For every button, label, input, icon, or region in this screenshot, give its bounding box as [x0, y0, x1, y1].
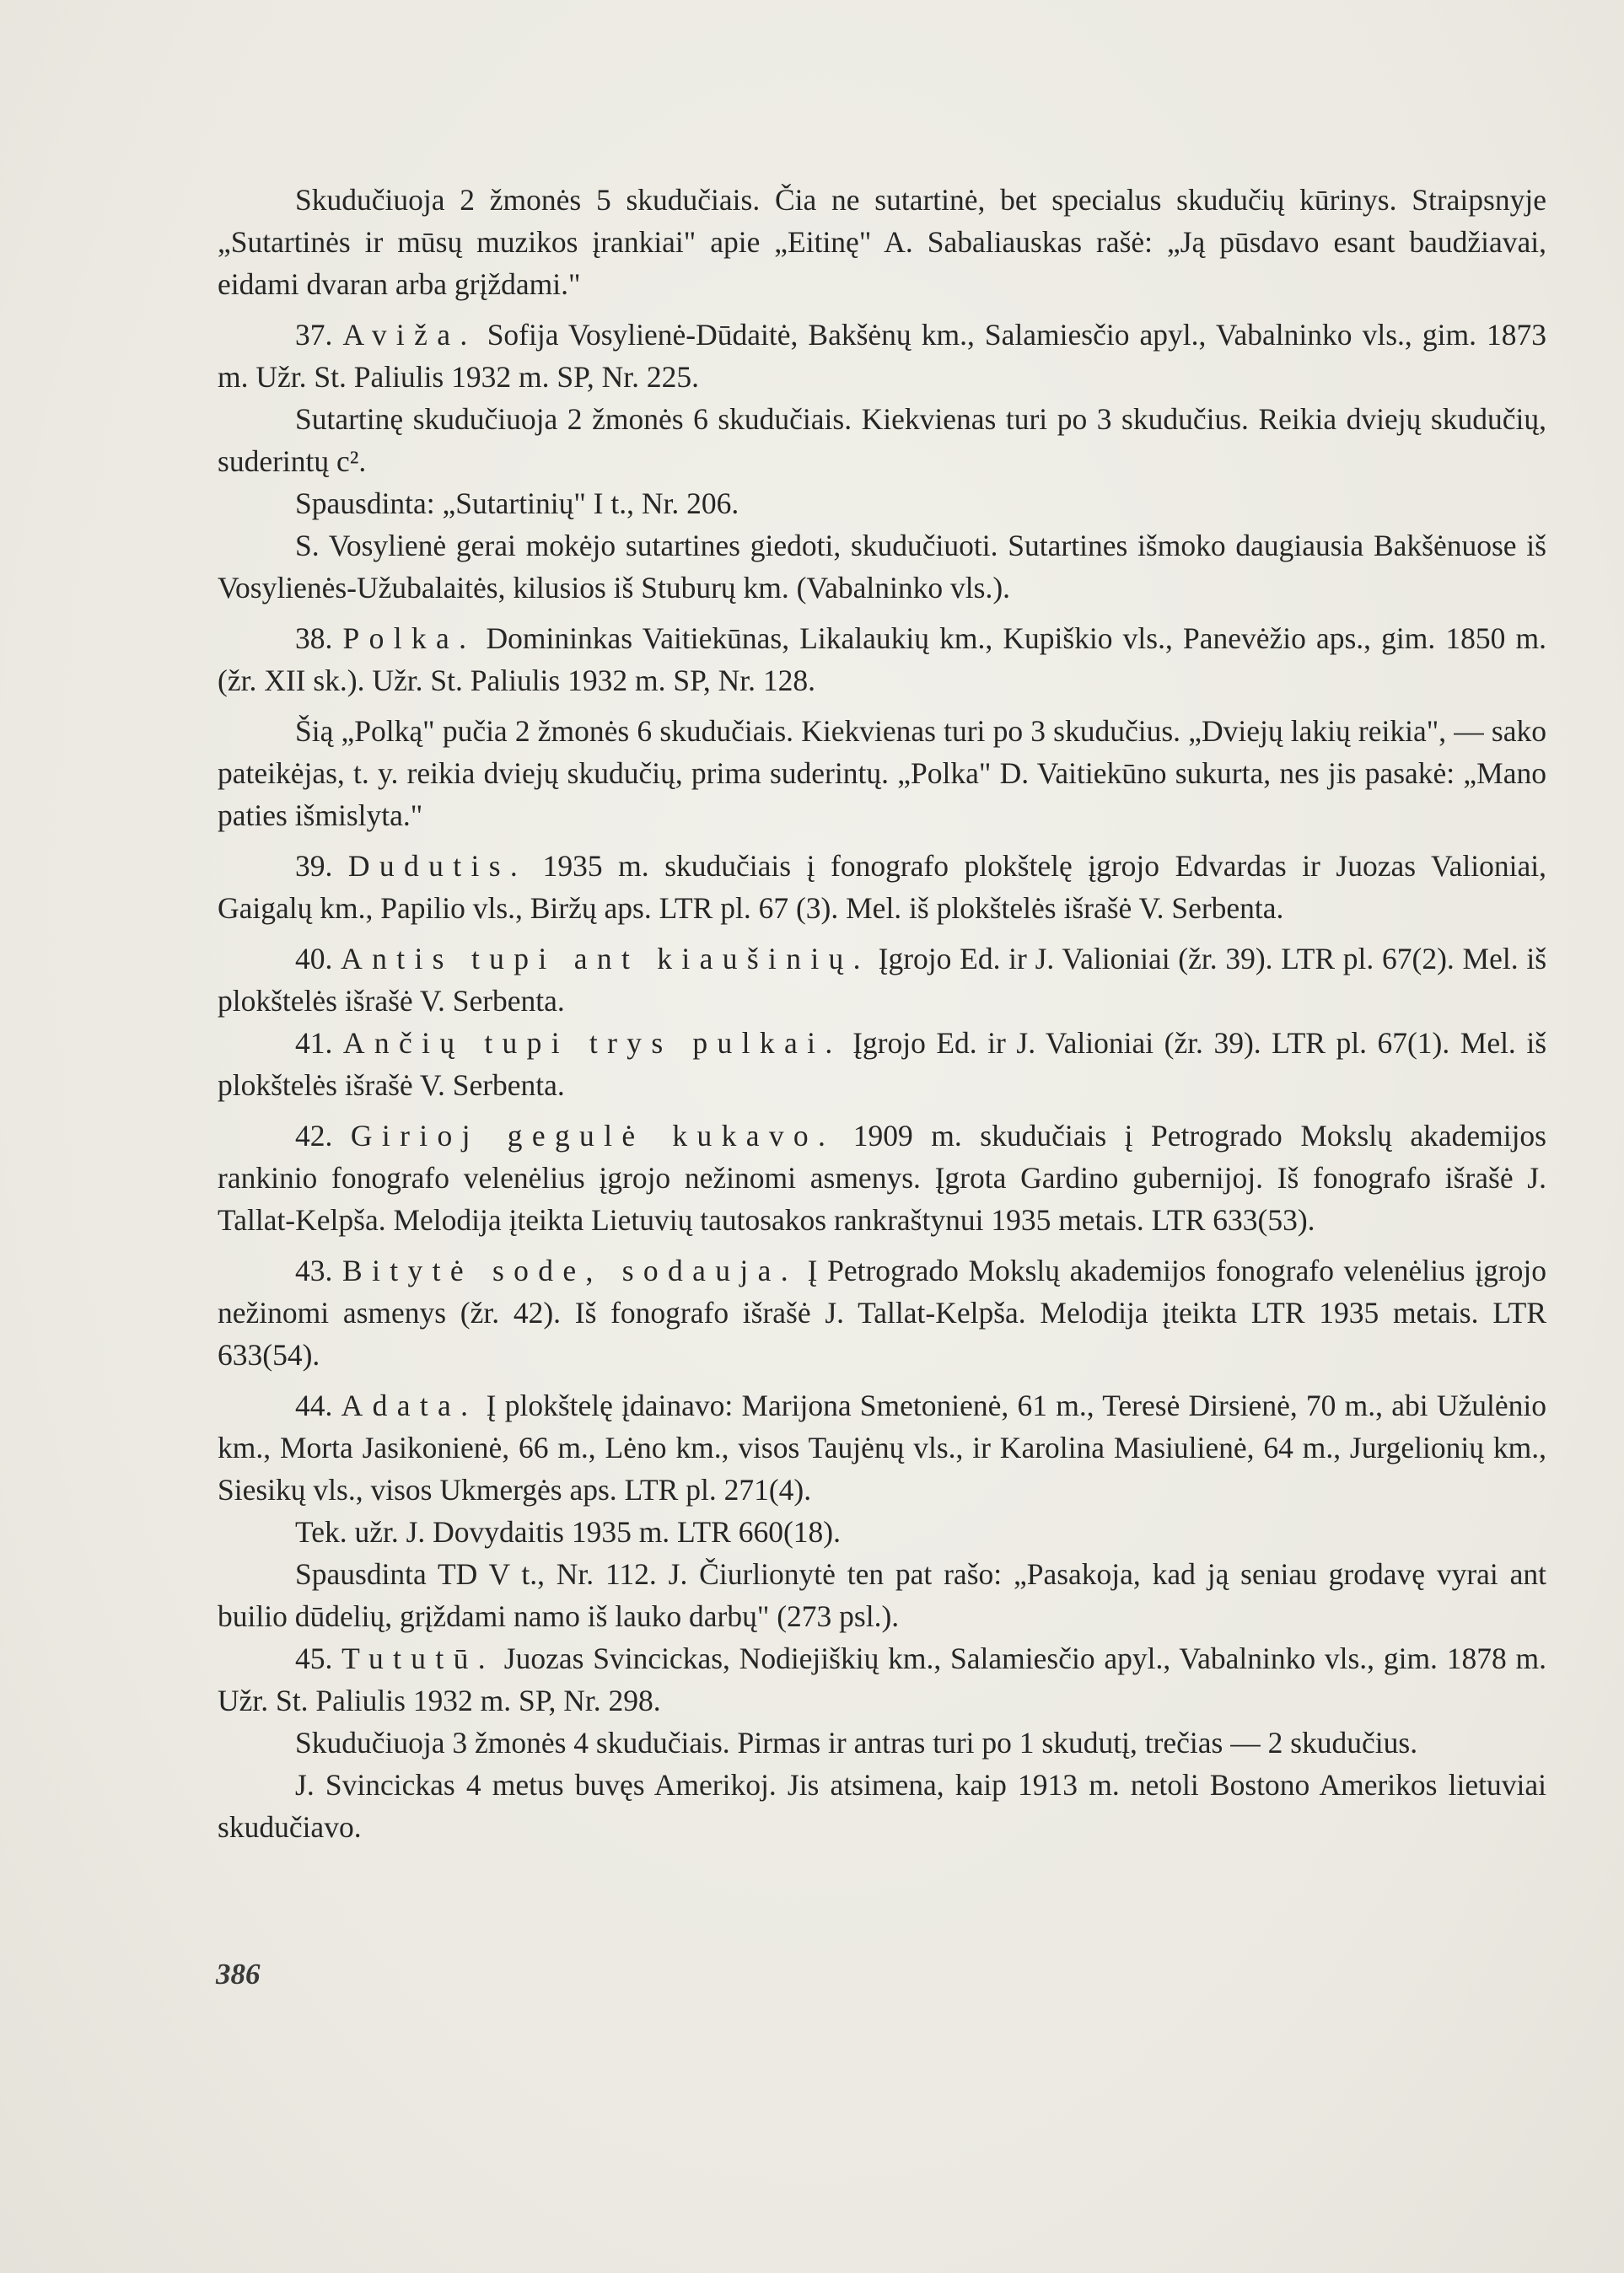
- entry-44: [218, 1384, 1546, 1511]
- paragraph-intro: Skudučiuoja 2 žmonės 5 skudučiais. Čia ne sutartinė, bet specialus skudučių kūrinys. Straipsnyje „Sutartinės ir mūsų muzikos įrankiai" apie „Eitinę" A. Sabaliauskas rašė: „Ją pūsdavo esant baudžiavai, eidami dvaran arba grįždami.": [218, 183, 1546, 301]
- entry-text: Sofija Vosylienė-Dūdaitė, Bakšėnų km., Salamiesčio apyl., Vabalninko vls., gim. 1873 m. Užr. St. Paliulis 1932 m. SP, Nr. 225.: [218, 318, 1547, 394]
- page-number: 386: [216, 1958, 261, 1991]
- entry-text: Į Petrogrado Mokslų akademijos fonografo velenėlius įgrojo nežinomi asmenys (žr. 42). Iš fonografo išrašė J. Tallat-Kelpša. Melodija įteikta LTR 1935 metais. LTR 633(54).: [218, 1254, 1546, 1372]
- entry-title: Antis tupi ant kiaušinių.: [341, 942, 870, 975]
- entry-text: 1935 m. skudučiais į fonografo plokštelę įgrojo Edvardas ir Juozas Valioniai, Gaigalų km., Papilio vls., Biržų aps. LTR pl. 67 (3). Mel. iš plokštelės išrašė V. Serbenta.: [218, 849, 1546, 925]
- entry-number: 39.: [295, 849, 333, 883]
- entry-38: [218, 617, 1546, 701]
- entry-title: Girioj gegulė kukavo.: [350, 1119, 836, 1153]
- entry-number: 43.: [295, 1254, 333, 1287]
- paragraph: Skudučiuoja 3 žmonės 4 skudučiais. Pirmas ir antras turi po 1 skudutį, trečias — 2 skudučius.: [295, 1726, 1418, 1760]
- entry-45: [218, 1637, 1546, 1722]
- paragraph: Spausdinta: „Sutartinių" I t., Nr. 206.: [295, 486, 739, 520]
- entry-text: Įgrojo Ed. ir J. Valioniai (žr. 39). LTR pl. 67(2). Mel. iš plokštelės išrašė V. Serbenta.: [218, 942, 1547, 1018]
- entry-41: [218, 1022, 1546, 1106]
- entry-39: [218, 845, 1546, 929]
- entry-title: Aviža.: [342, 318, 477, 352]
- paragraph: J. Svincickas 4 metus buvęs Amerikoj. Jis atsimena, kaip 1913 m. netoli Bostono Amerikos lietuviai skudučiavo.: [218, 1768, 1546, 1844]
- entry-number: 37.: [295, 318, 333, 352]
- entry-text: Juozas Svincickas, Nodiejiškių km., Salamiesčio apyl., Vabalninko vls., gim. 1878 m. Užr. St. Paliulis 1932 m. SP, Nr. 298.: [218, 1642, 1546, 1717]
- page-body-text: [218, 179, 1546, 1848]
- entry-42: [218, 1115, 1546, 1241]
- entry-title: Ančių tupi trys pulkai.: [342, 1026, 842, 1060]
- entry-title: Adata.: [341, 1389, 478, 1422]
- entry-title: Dudutis.: [347, 849, 528, 883]
- entry-number: 38.: [295, 621, 333, 655]
- entry-43: [218, 1249, 1546, 1376]
- paragraph: Šią „Polką" pučia 2 žmonės 6 skudučiais. Kiekvienas turi po 3 skudučius. „Dviejų lakių reikia", — sako pateikėjas, t. y. reikia dviejų skudučių, prima suderintų. „Polka" D. Vaitiekūno sukurta, nes jis pasakė: „Mano paties išmislyta.": [218, 714, 1546, 832]
- entry-number: 44.: [295, 1389, 333, 1422]
- paragraph: Spausdinta TD V t., Nr. 112. J. Čiurlionytė ten pat rašo: „Pasakoja, kad ją seniau grodavę vyrai ant builio dūdelių, grįždami namo iš lauko darbų" (273 psl.).: [218, 1557, 1546, 1633]
- entry-title: Polka.: [342, 621, 476, 655]
- entry-number: 40.: [295, 942, 333, 975]
- paragraph: Tek. užr. J. Dovydaitis 1935 m. LTR 660(18).: [295, 1515, 841, 1549]
- paragraph: S. Vosylienė gerai mokėjo sutartines giedoti, skudučiuoti. Sutartines išmoko daugiausia Bakšėnuose iš Vosylienės-Užubalaitės, kilusios iš Stuburų km. (Vabalninko vls.).: [218, 529, 1546, 605]
- entry-text: Į plokštelę įdainavo: Marijona Smetonienė, 61 m., Teresė Dirsienė, 70 m., abi Užulėnio km., Morta Jasikonienė, 66 m., Lėno km., visos Taujėnų vls., ir Karolina Masiulienė, 64 m., Jurgelionių km., Siesikų vls., visos Ukmergės aps. LTR pl. 271(4).: [218, 1389, 1546, 1507]
- paragraph: Sutartinę skudučiuoja 2 žmonės 6 skudučiais. Kiekvienas turi po 3 skudučius. Reikia dviejų skudučių, suderintų c².: [218, 402, 1546, 478]
- entry-40: [218, 938, 1546, 1022]
- entry-number: 41.: [295, 1026, 333, 1060]
- entry-number: 45.: [295, 1642, 333, 1675]
- entry-title: Tututū.: [341, 1642, 495, 1675]
- entry-text: 1909 m. skudučiais į Petrogrado Mokslų akademijos rankinio fonografo velenėlius įgrojo nežinomi asmenys. Įgrota Gardino gubernijoj. Iš fonografo išrašė J. Tallat-Kelpša. Melodija įteikta Lietuvių tautosakos rankraštynui 1935 metais. LTR 633(53).: [218, 1119, 1546, 1237]
- entry-number: 42.: [295, 1119, 333, 1153]
- entry-37: [218, 314, 1546, 398]
- entry-title: Bitytė sode, sodauja.: [342, 1254, 798, 1287]
- entry-text: Įgrojo Ed. ir J. Valioniai (žr. 39). LTR pl. 67(1). Mel. iš plokštelės išrašė V. Serbenta.: [218, 1026, 1547, 1102]
- entry-text: Domininkas Vaitiekūnas, Likalaukių km., Kupiškio vls., Panevėžio aps., gim. 1850 m. (žr. XII sk.). Užr. St. Paliulis 1932 m. SP, Nr. 128.: [218, 621, 1546, 697]
